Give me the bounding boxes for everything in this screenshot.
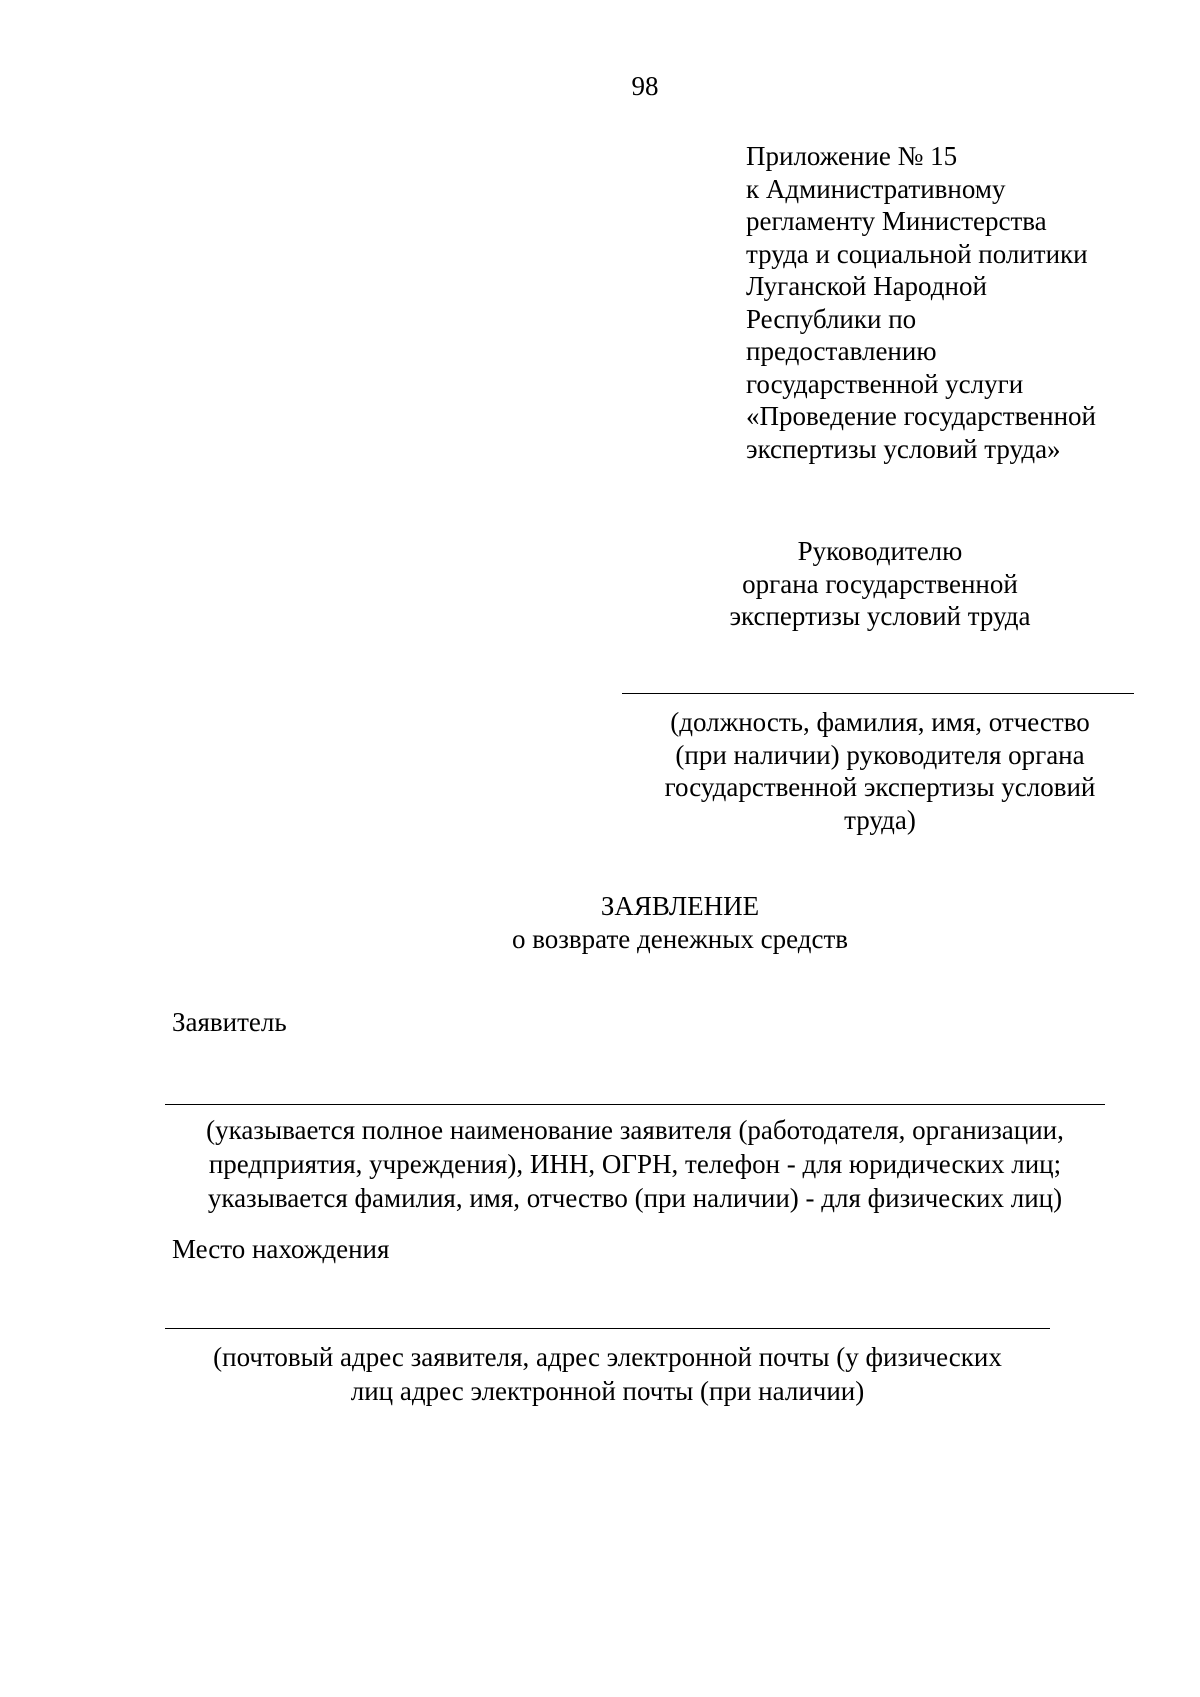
addressee-block <box>640 535 1120 633</box>
head-caption-line: труда) <box>844 804 916 835</box>
head-caption-line: (должность, фамилия, имя, отчество <box>670 707 1090 737</box>
location-caption <box>150 1340 1065 1408</box>
appendix-line: Республики по <box>746 303 917 334</box>
appendix-line: труда и социальной политики <box>746 238 1088 269</box>
addressee-line: экспертизы условий труда <box>729 601 1031 631</box>
appendix-line: предоставлению <box>746 336 937 366</box>
appendix-line: экспертизы условий труда» <box>746 433 1061 464</box>
applicant-caption-line: (указывается полное наименование заявителя (работодателя, организации, <box>206 1115 1064 1145</box>
applicant-caption <box>150 1113 1120 1215</box>
appendix-line: Луганской Народной <box>746 271 987 301</box>
document-title: ЗАЯВЛЕНИЕ <box>600 891 760 921</box>
head-caption-line: (при наличии) руководителя органа <box>675 739 1085 770</box>
applicant-caption-line: предприятия, учреждения), ИНН, ОГРН, телефон - для юридических лиц; <box>208 1149 1062 1179</box>
page-number: 98 <box>631 71 659 101</box>
appendix-reference <box>746 140 1186 465</box>
applicant-fill-line <box>165 1104 1105 1105</box>
location-fill-line <box>165 1328 1050 1329</box>
location-caption-line: (почтовый адрес заявителя, адрес электронной почты (у физических <box>213 1342 1002 1372</box>
document-subtitle: о возврате денежных средств <box>511 924 849 954</box>
location-label: Место нахождения <box>172 1234 390 1264</box>
head-name-fill-line <box>622 693 1134 694</box>
appendix-line: Приложение № 15 <box>746 141 958 171</box>
head-name-caption <box>600 706 1160 836</box>
appendix-line: «Проведение государственной <box>746 401 1096 431</box>
addressee-line: Руководителю <box>797 536 963 566</box>
applicant-caption-line: указывается фамилия, имя, отчество (при наличии) - для физических лиц) <box>207 1183 1063 1213</box>
appendix-line: государственной услуги <box>746 368 1024 399</box>
applicant-label: Заявитель <box>172 1007 287 1037</box>
document-heading <box>420 890 940 956</box>
appendix-line: регламенту Министерства <box>746 206 1047 236</box>
location-caption-line: лиц адрес электронной почты (при наличии) <box>350 1376 865 1406</box>
appendix-line: к Административному <box>746 173 1006 204</box>
head-caption-line: государственной экспертизы условий <box>664 772 1096 802</box>
addressee-line: органа государственной <box>742 568 1018 599</box>
